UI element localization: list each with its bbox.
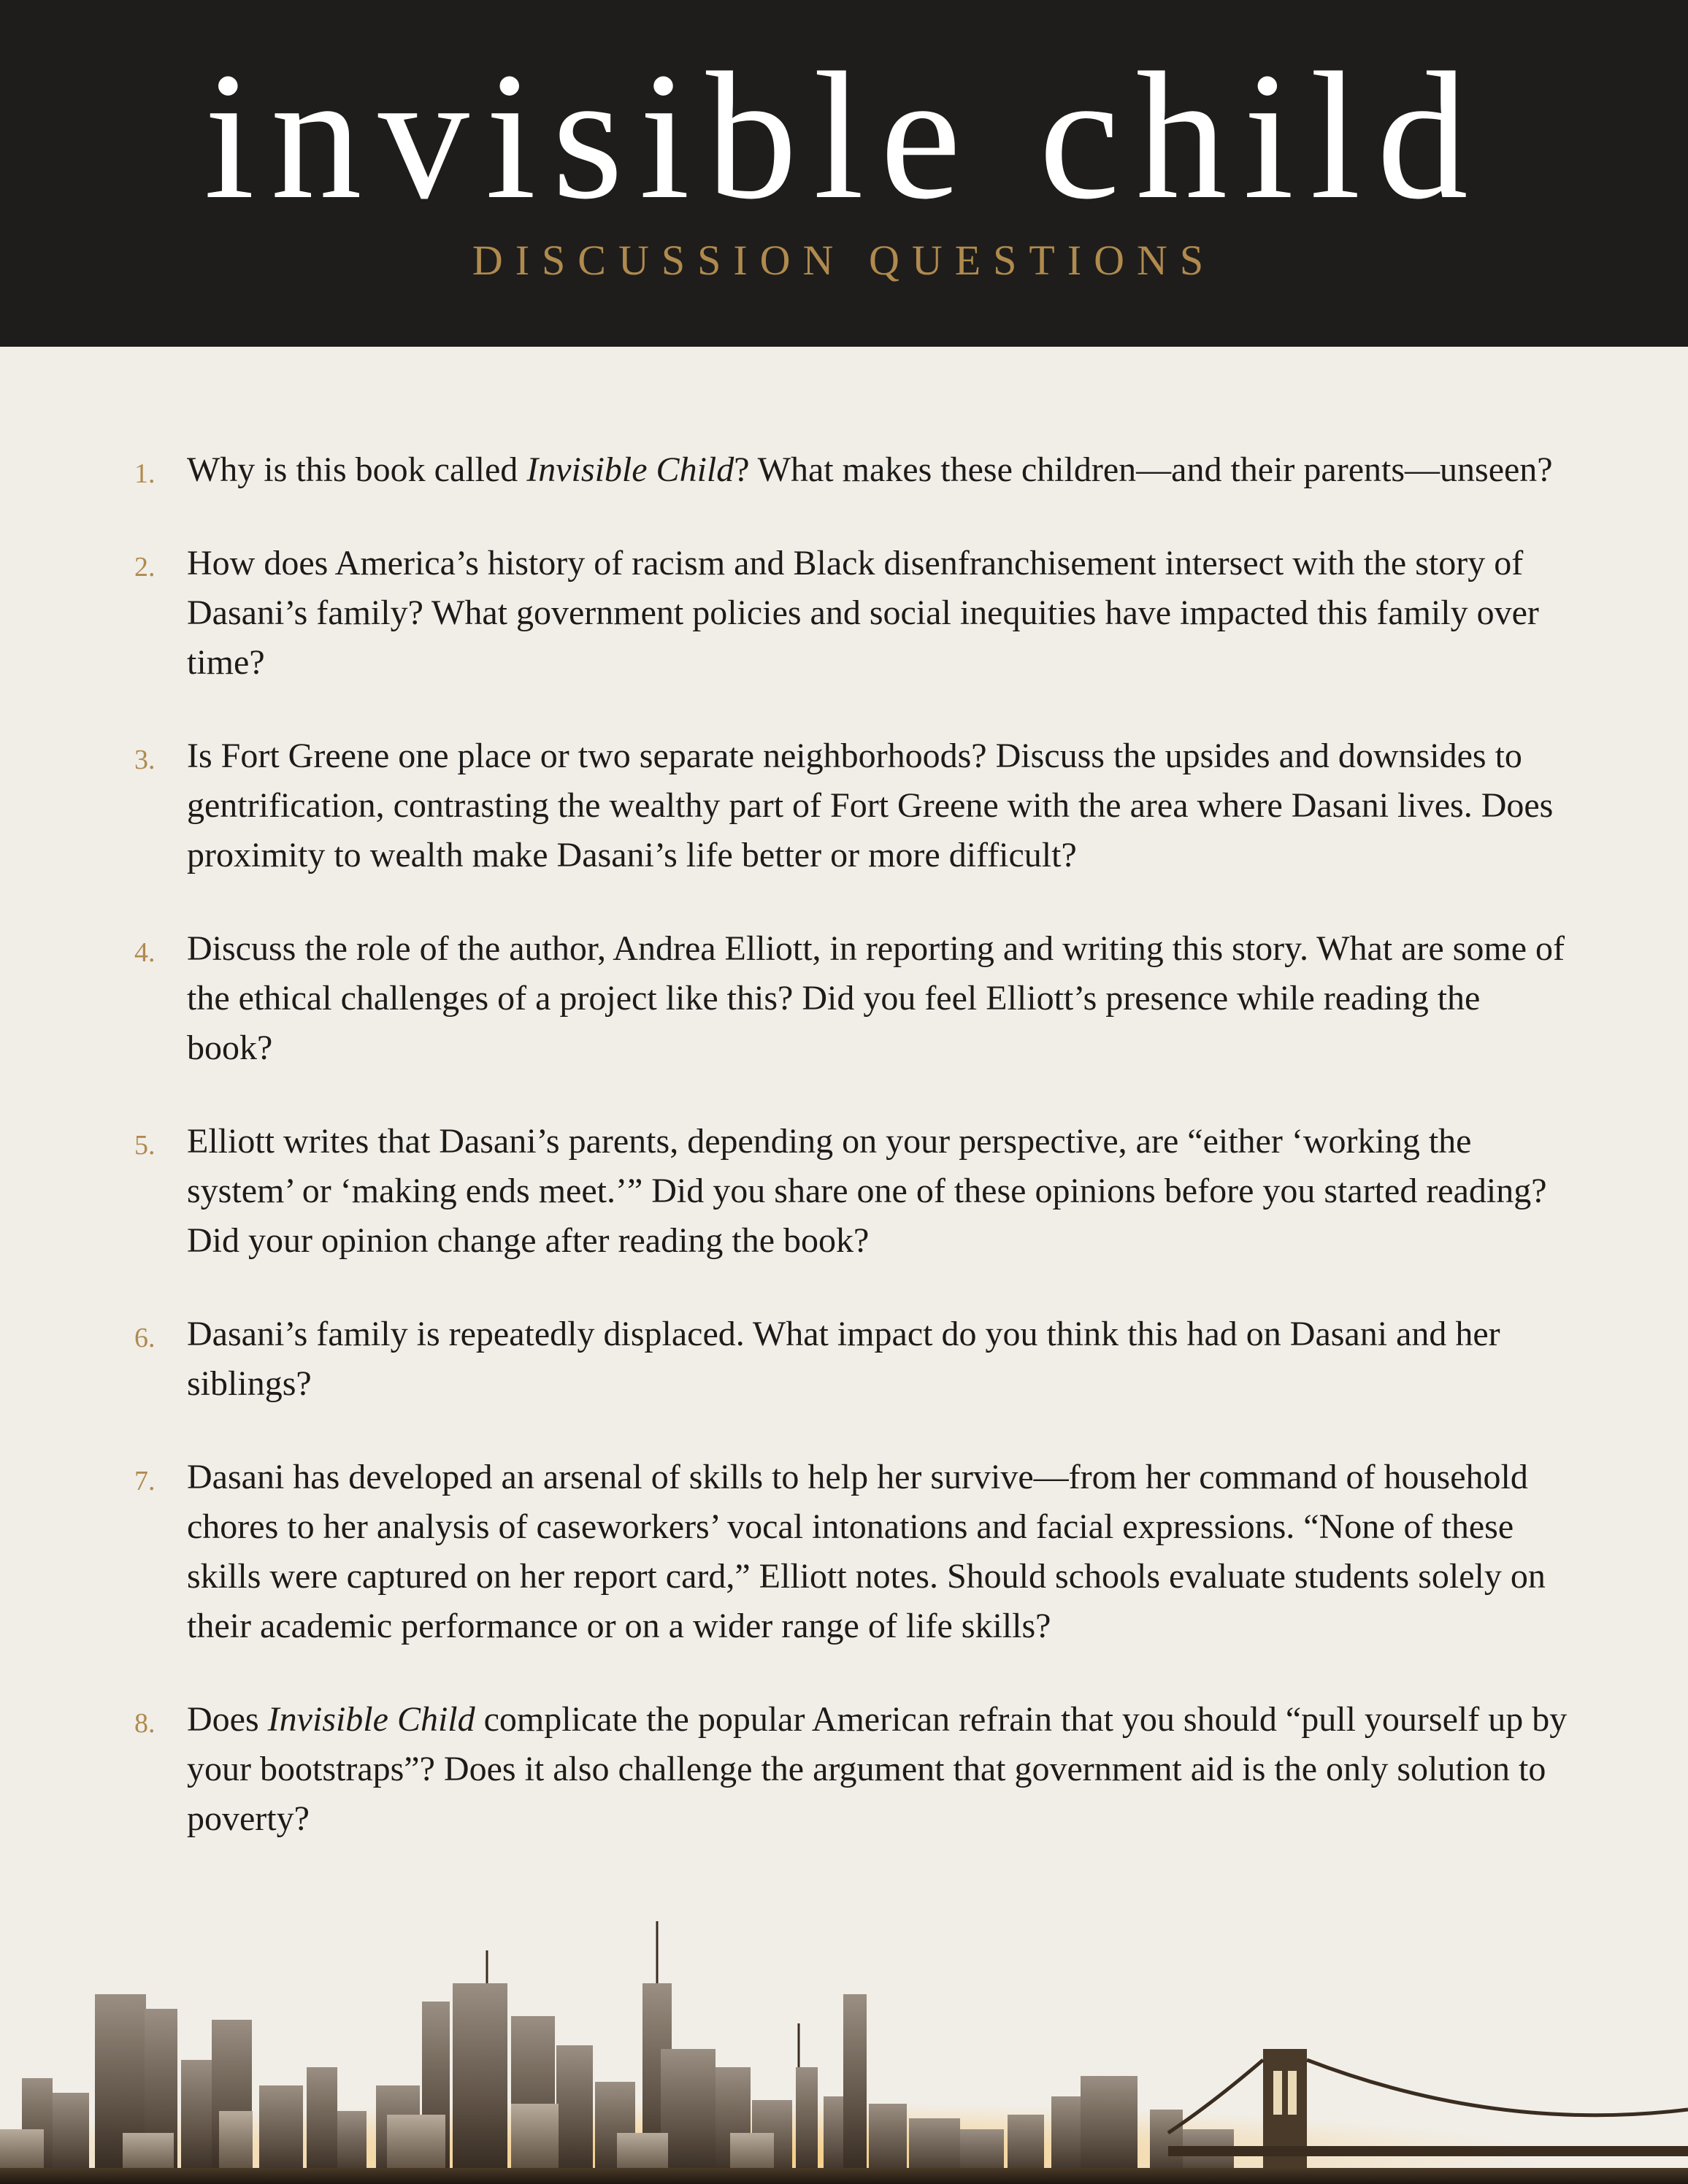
- question-item: [0, 1310, 1688, 1409]
- question-text: Dasani has developed an arsenal of skills to help her survive—from her command of household chores to her analysis of caseworkers’ vocal intonations and facial expressions. “None of these skills were captured on her report card,” Elliott notes. Should schools evaluate students solely on their academic performance or on a wider range of life skills?: [187, 1458, 1546, 1645]
- question-number: 1.: [134, 458, 156, 489]
- question-text: Why is this book called Invisible Child? What makes these children—and their parents—unseen?: [187, 450, 1553, 489]
- question-number: 8.: [134, 1708, 156, 1739]
- question-number: 4.: [134, 937, 156, 968]
- river-water: [0, 2168, 1688, 2184]
- header-banner: [0, 0, 1688, 347]
- question-text: How does America’s history of racism and Black disenfranchisement intersect with the story of Dasani’s family? What government policies and social inequities have impacted this family over time?: [187, 544, 1539, 682]
- question-item: [0, 731, 1688, 880]
- question-number: 7.: [134, 1466, 156, 1496]
- question-item: [0, 924, 1688, 1073]
- question-item: [0, 1117, 1688, 1266]
- question-item: [0, 1453, 1688, 1651]
- question-number: 3.: [134, 745, 156, 775]
- question-text: Does Invisible Child complicate the popular American refrain that you should “pull yourself up by your bootstraps”? Does it also challenge the argument that government aid is the only solution to poverty?: [187, 1700, 1568, 1838]
- question-item: [0, 445, 1688, 495]
- question-text: Discuss the role of the author, Andrea Elliott, in reporting and writing this story. What are some of the ethical challenges of a project like this? Did you feel Elliott’s presence while reading the book?: [187, 929, 1565, 1067]
- question-number: 2.: [134, 552, 156, 582]
- question-number: 6.: [134, 1323, 156, 1353]
- question-item: [0, 539, 1688, 688]
- question-number: 5.: [134, 1130, 156, 1161]
- question-text: Dasani’s family is repeatedly displaced. What impact do you think this had on Dasani and her siblings?: [187, 1315, 1500, 1403]
- question-text: Elliott writes that Dasani’s parents, depending on your perspective, are “either ‘working the system’ or ‘making ends meet.’” Did you share one of these opinions before you started reading? Did your opinion change after reading the book?: [187, 1122, 1547, 1260]
- book-title-italic: Invisible Child: [526, 450, 734, 489]
- question-text: Is Fort Greene one place or two separate neighborhoods? Discuss the upsides and downsides to gentrification, contrasting the wealthy part of Fort Greene with the area where Dasani lives. Does proximity to wealth make Dasani’s life better or more difficult?: [187, 737, 1554, 874]
- page-subtitle: DISCUSSION QUESTIONS: [472, 237, 1216, 284]
- city-skyline-illustration: [0, 1914, 1688, 2184]
- question-item: [0, 1695, 1688, 1844]
- question-list: [0, 445, 1688, 1888]
- book-title-italic: Invisible Child: [267, 1700, 475, 1739]
- book-title: invisible child: [204, 35, 1484, 237]
